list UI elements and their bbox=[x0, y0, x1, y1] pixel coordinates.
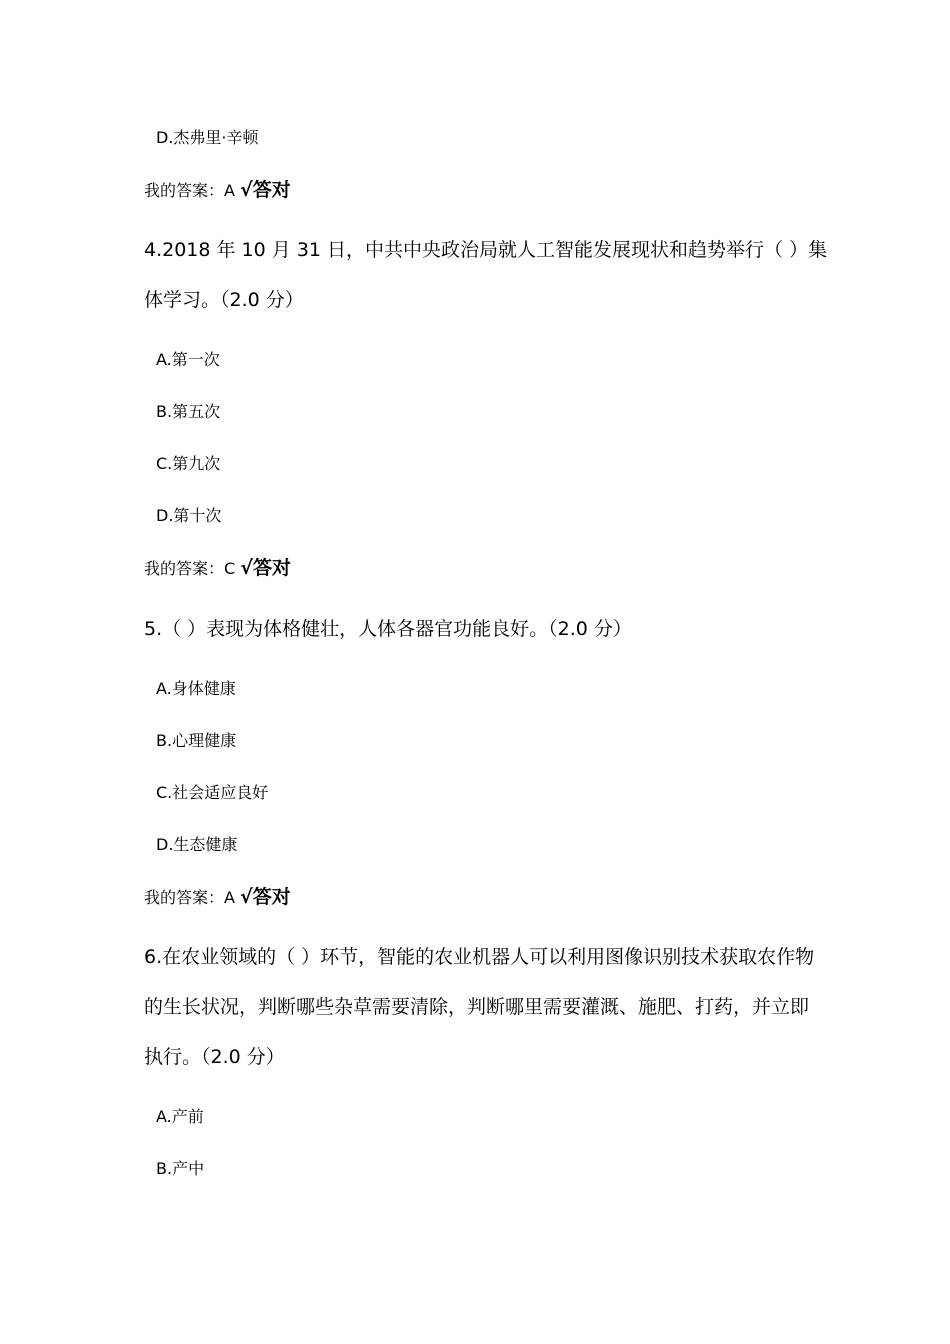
question-4-option-d: D.第十次 bbox=[156, 506, 222, 525]
question-6-text-line-1: 6.在农业领域的（ ）环节，智能的农业机器人可以利用图像识别技术获取农作物 bbox=[144, 946, 815, 968]
question-5-option-c: C.社会适应良好 bbox=[156, 783, 269, 802]
correct-mark: √答对 bbox=[240, 886, 291, 908]
correct-mark: √答对 bbox=[240, 557, 291, 579]
question-4-option-a: A.第一次 bbox=[156, 350, 220, 369]
correct-mark: √答对 bbox=[240, 179, 291, 201]
question-4-my-answer bbox=[144, 559, 291, 578]
question-4-option-c: C.第九次 bbox=[156, 454, 221, 473]
question-5-option-b: B.心理健康 bbox=[156, 731, 237, 750]
question-6-text-line-2: 的生长状况，判断哪些杂草需要清除，判断哪里需要灌溉、施肥、打药，并立即 bbox=[144, 996, 810, 1018]
question-5-text-line-1: 5.（ ）表现为体格健壮，人体各器官功能良好。（2.0 分） bbox=[144, 618, 632, 640]
answer-label: 我的答案：A bbox=[144, 181, 235, 200]
question-6-option-a: A.产前 bbox=[156, 1107, 204, 1126]
question-4-option-b: B.第五次 bbox=[156, 402, 221, 421]
question-6-option-b: B.产中 bbox=[156, 1159, 205, 1178]
option-d: D.杰弗里·辛顿 bbox=[156, 128, 259, 147]
question-5-option-d: D.生态健康 bbox=[156, 835, 238, 854]
question-6-text-line-3: 执行。（2.0 分） bbox=[144, 1046, 285, 1068]
question-5-my-answer bbox=[144, 888, 291, 907]
answer-label: 我的答案：C bbox=[144, 559, 236, 578]
question-5-option-a: A.身体健康 bbox=[156, 679, 236, 698]
answer-label: 我的答案：A bbox=[144, 888, 235, 907]
my-answer bbox=[144, 181, 291, 200]
question-4-text-line-2: 体学习。（2.0 分） bbox=[144, 289, 304, 311]
question-4-text-line-1: 4.2018 年 10 月 31 日，中共中央政治局就人工智能发展现状和趋势举行（ ）集 bbox=[144, 239, 828, 261]
